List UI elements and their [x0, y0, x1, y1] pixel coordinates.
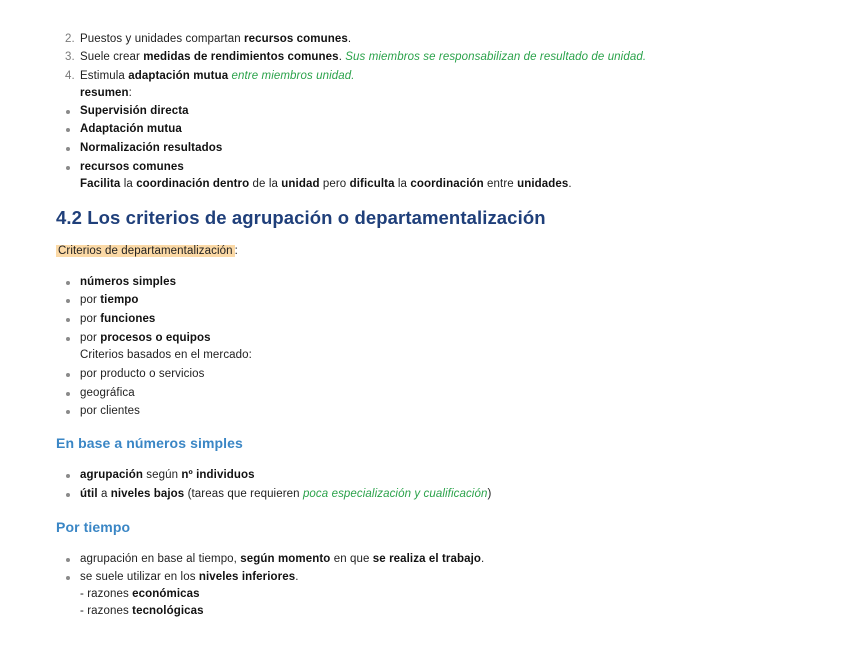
list-item: por funciones [80, 313, 156, 325]
list-item: por clientes [80, 405, 141, 417]
list-item: por tiempo [80, 294, 139, 306]
list-item: útil a niveles bajos (tareas que requieren poca especialización y cualificación) [80, 488, 492, 500]
sub-item: - razones tecnológicas [80, 605, 204, 617]
list-number: 2. [65, 33, 75, 45]
list-item: se suele utilizar en los niveles inferiores. [80, 571, 299, 583]
bullet-icon [66, 281, 70, 285]
bullet-icon [66, 110, 70, 114]
list-item: Estimula adaptación mutua entre miembros unidad. [80, 70, 355, 82]
bullet-icon [66, 493, 70, 497]
list-number: 4. [65, 70, 75, 82]
list-number: 3. [65, 51, 75, 63]
bullet-icon [66, 147, 70, 151]
bullet-icon [66, 337, 70, 341]
bullet-icon [66, 410, 70, 414]
bullet-icon [66, 373, 70, 377]
list-item: números simples [80, 276, 177, 288]
list-item: agrupación según nº individuos [80, 469, 255, 481]
list-item: geográfica [80, 387, 135, 399]
market-criteria-label: Criterios basados en el mercado: [80, 349, 252, 361]
resumen-label: resumen: [80, 87, 132, 99]
subsection-heading: En base a números simples [56, 435, 243, 451]
bullet-icon [66, 392, 70, 396]
list-item: recursos comunes [80, 161, 184, 173]
bullet-icon [66, 474, 70, 478]
section-heading: 4.2 Los criterios de agrupación o departamentalización [56, 207, 546, 228]
bullet-icon [66, 166, 70, 170]
bullet-icon [66, 318, 70, 322]
list-item: por procesos o equipos [80, 332, 211, 344]
list-item: por producto o servicios [80, 368, 205, 380]
highlighted-text: Criterios de departamentalización [58, 245, 233, 257]
sub-item: - razones económicas [80, 588, 200, 600]
bullet-icon [66, 576, 70, 580]
bullet-icon [66, 299, 70, 303]
bullet-icon [66, 558, 70, 562]
list-item: Puestos y unidades compartan recursos comunes. [80, 33, 352, 45]
list-item: Adaptación mutua [80, 123, 182, 135]
list-item: agrupación en base al tiempo, según momento en que se realiza el trabajo. [80, 553, 485, 565]
list-item: Suele crear medidas de rendimientos comunes. Sus miembros se responsabilizan de resultado de unidad. [80, 51, 647, 63]
list-item: Normalización resultados [80, 142, 223, 154]
criteria-intro: Criterios de departamentalización : [58, 245, 238, 257]
bullet-icon [66, 128, 70, 132]
summary-note: Facilita la coordinación dentro de la unidad pero dificulta la coordinación entre unidades. [80, 178, 572, 190]
subsection-heading: Por tiempo [56, 519, 131, 535]
list-item: Supervisión directa [80, 105, 189, 117]
